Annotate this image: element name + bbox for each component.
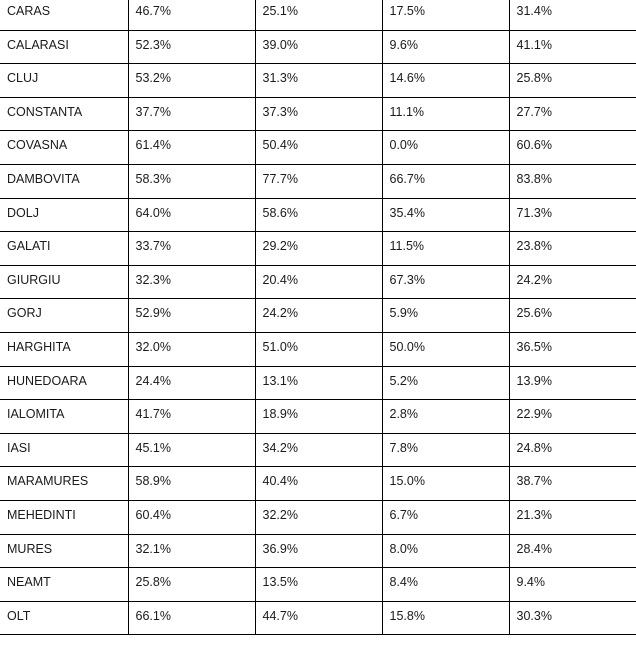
value-cell: 17.5% xyxy=(382,0,509,30)
value-cell: 53.2% xyxy=(128,64,255,98)
value-cell: 20.4% xyxy=(255,265,382,299)
value-cell: 58.6% xyxy=(255,198,382,232)
table-row xyxy=(0,467,636,501)
value-cell: 52.3% xyxy=(128,30,255,64)
value-cell: 11.1% xyxy=(382,97,509,131)
value-cell: 39.0% xyxy=(255,30,382,64)
table-row xyxy=(0,30,636,64)
value-cell: 35.4% xyxy=(382,198,509,232)
value-cell: 83.8% xyxy=(509,164,636,198)
value-cell: 34.2% xyxy=(255,433,382,467)
county-cell: GALATI xyxy=(0,232,128,266)
value-cell: 40.4% xyxy=(255,467,382,501)
value-cell: 32.0% xyxy=(128,332,255,366)
value-cell: 24.8% xyxy=(509,433,636,467)
county-cell: MEHEDINTI xyxy=(0,500,128,534)
county-cell: COVASNA xyxy=(0,131,128,165)
county-cell: DOLJ xyxy=(0,198,128,232)
table-row xyxy=(0,400,636,434)
value-cell: 5.2% xyxy=(382,366,509,400)
value-cell: 8.0% xyxy=(382,534,509,568)
table-row xyxy=(0,433,636,467)
value-cell: 2.8% xyxy=(382,400,509,434)
value-cell: 46.7% xyxy=(128,0,255,30)
value-cell: 50.0% xyxy=(382,332,509,366)
value-cell: 22.9% xyxy=(509,400,636,434)
table-row xyxy=(0,232,636,266)
table-row xyxy=(0,198,636,232)
value-cell: 66.7% xyxy=(382,164,509,198)
value-cell: 15.0% xyxy=(382,467,509,501)
county-cell: IASI xyxy=(0,433,128,467)
value-cell: 60.6% xyxy=(509,131,636,165)
value-cell: 18.9% xyxy=(255,400,382,434)
value-cell: 64.0% xyxy=(128,198,255,232)
value-cell: 25.8% xyxy=(128,568,255,602)
table-row xyxy=(0,64,636,98)
county-cell: DAMBOVITA xyxy=(0,164,128,198)
table-row xyxy=(0,366,636,400)
county-cell: HUNEDOARA xyxy=(0,366,128,400)
value-cell: 0.0% xyxy=(382,131,509,165)
county-cell: GORJ xyxy=(0,299,128,333)
value-cell: 58.9% xyxy=(128,467,255,501)
county-cell: CALARASI xyxy=(0,30,128,64)
value-cell: 14.6% xyxy=(382,64,509,98)
value-cell: 45.1% xyxy=(128,433,255,467)
value-cell: 24.2% xyxy=(509,265,636,299)
county-cell: HARGHITA xyxy=(0,332,128,366)
table-row xyxy=(0,0,636,30)
value-cell: 28.4% xyxy=(509,534,636,568)
value-cell: 5.9% xyxy=(382,299,509,333)
value-cell: 11.5% xyxy=(382,232,509,266)
value-cell: 37.7% xyxy=(128,97,255,131)
value-cell: 8.4% xyxy=(382,568,509,602)
value-cell: 25.6% xyxy=(509,299,636,333)
value-cell: 36.5% xyxy=(509,332,636,366)
value-cell: 60.4% xyxy=(128,500,255,534)
value-cell: 27.7% xyxy=(509,97,636,131)
county-cell: CARAS xyxy=(0,0,128,30)
value-cell: 41.7% xyxy=(128,400,255,434)
value-cell: 13.9% xyxy=(509,366,636,400)
value-cell: 24.2% xyxy=(255,299,382,333)
value-cell: 6.7% xyxy=(382,500,509,534)
value-cell: 58.3% xyxy=(128,164,255,198)
county-cell: MURES xyxy=(0,534,128,568)
value-cell: 52.9% xyxy=(128,299,255,333)
county-cell: IALOMITA xyxy=(0,400,128,434)
value-cell: 9.4% xyxy=(509,568,636,602)
county-cell: CLUJ xyxy=(0,64,128,98)
table-row xyxy=(0,97,636,131)
county-cell: OLT xyxy=(0,601,128,635)
value-cell: 31.4% xyxy=(509,0,636,30)
value-cell: 37.3% xyxy=(255,97,382,131)
value-cell: 36.9% xyxy=(255,534,382,568)
table-row xyxy=(0,601,636,635)
value-cell: 32.2% xyxy=(255,500,382,534)
table-row xyxy=(0,568,636,602)
value-cell: 24.4% xyxy=(128,366,255,400)
value-cell: 38.7% xyxy=(509,467,636,501)
value-cell: 51.0% xyxy=(255,332,382,366)
value-cell: 77.7% xyxy=(255,164,382,198)
value-cell: 50.4% xyxy=(255,131,382,165)
value-cell: 13.5% xyxy=(255,568,382,602)
value-cell: 29.2% xyxy=(255,232,382,266)
value-cell: 67.3% xyxy=(382,265,509,299)
value-cell: 25.8% xyxy=(509,64,636,98)
value-cell: 32.1% xyxy=(128,534,255,568)
value-cell: 66.1% xyxy=(128,601,255,635)
value-cell: 21.3% xyxy=(509,500,636,534)
county-cell: CONSTANTA xyxy=(0,97,128,131)
value-cell: 33.7% xyxy=(128,232,255,266)
table-row xyxy=(0,534,636,568)
value-cell: 23.8% xyxy=(509,232,636,266)
value-cell: 30.3% xyxy=(509,601,636,635)
table-row xyxy=(0,500,636,534)
value-cell: 41.1% xyxy=(509,30,636,64)
value-cell: 7.8% xyxy=(382,433,509,467)
value-cell: 25.1% xyxy=(255,0,382,30)
value-cell: 31.3% xyxy=(255,64,382,98)
table-row xyxy=(0,332,636,366)
value-cell: 61.4% xyxy=(128,131,255,165)
value-cell: 9.6% xyxy=(382,30,509,64)
table-row xyxy=(0,299,636,333)
county-cell: GIURGIU xyxy=(0,265,128,299)
county-cell: MARAMURES xyxy=(0,467,128,501)
value-cell: 15.8% xyxy=(382,601,509,635)
value-cell: 44.7% xyxy=(255,601,382,635)
table-row xyxy=(0,265,636,299)
value-cell: 32.3% xyxy=(128,265,255,299)
table-row xyxy=(0,131,636,165)
value-cell: 13.1% xyxy=(255,366,382,400)
county-cell: NEAMT xyxy=(0,568,128,602)
value-cell: 71.3% xyxy=(509,198,636,232)
table-row xyxy=(0,164,636,198)
